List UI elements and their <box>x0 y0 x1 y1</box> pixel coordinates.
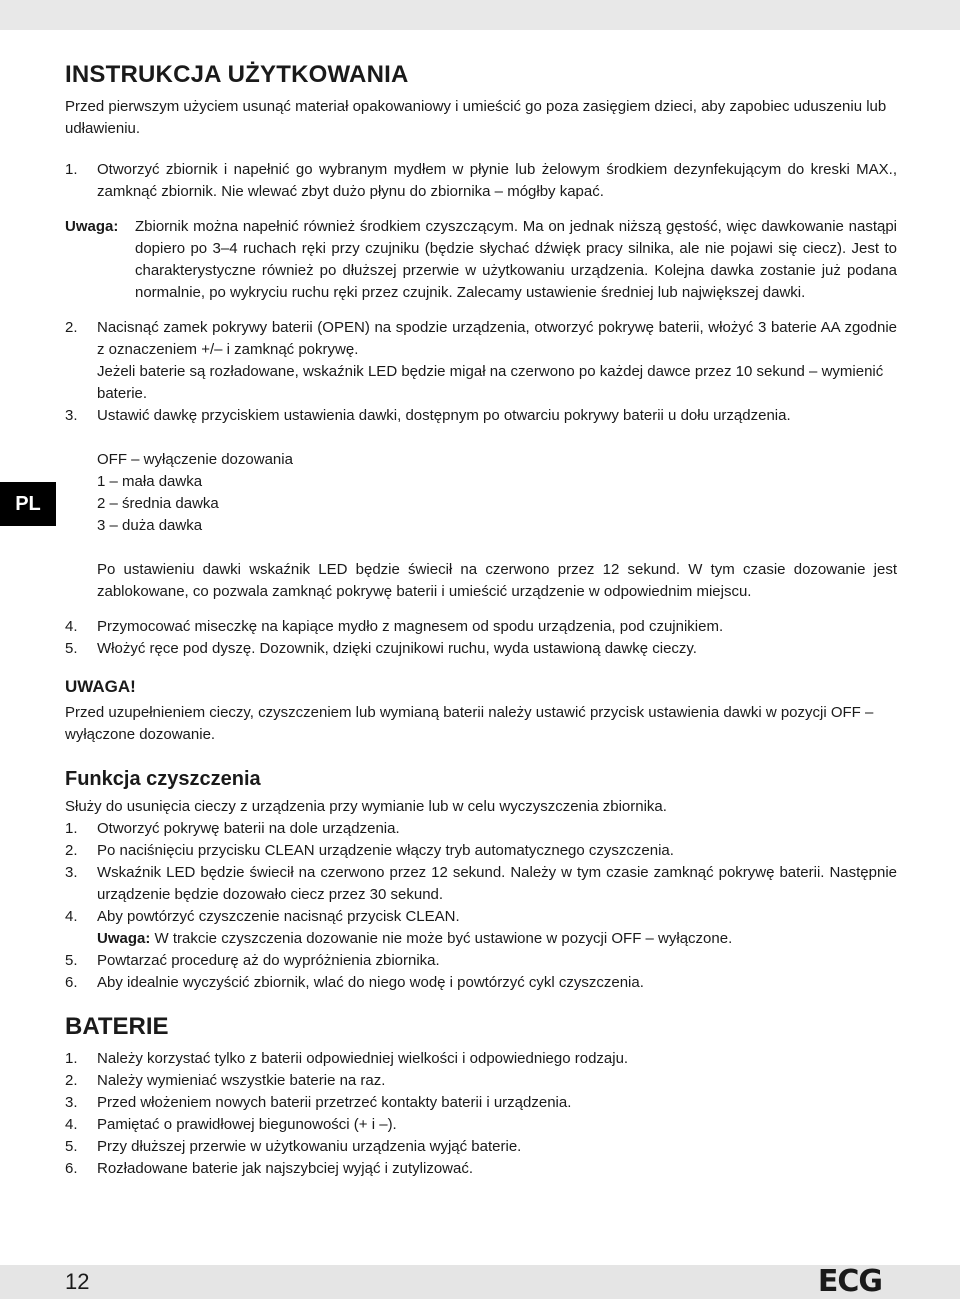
cleaning-intro: Służy do usunięcia cieczy z urządzenia przy wymianie lub w celu wyczyszczenia zbiornika. <box>65 798 667 815</box>
warning-text: Przed uzupełnieniem cieczy, czyszczeniem lub wymianą baterii należy ustawić przycisk ustawienia dawki w pozycji OFF – wyłączone dozowanie. <box>65 704 874 743</box>
after-dose-text: Po ustawieniu dawki wskaźnik LED będzie świecił na czerwono przez 12 sekund. W tym czasie dozowanie jest zablokowane, co pozwala zamknąć pokrywę baterii i umieścić urządzenie w odpowiednim miejscu. <box>97 561 897 600</box>
item-number: 5. <box>65 952 78 969</box>
manual-content <box>65 60 897 1180</box>
warning-title: UWAGA! <box>65 677 136 696</box>
step-number: 3. <box>65 407 78 424</box>
item-text: Należy wymieniać wszystkie baterie na raz. <box>97 1072 386 1089</box>
step-number: 2. <box>65 319 78 336</box>
battery-item-5 <box>65 1136 897 1158</box>
step-4 <box>65 616 897 638</box>
step-1 <box>65 159 897 203</box>
item-number: 5. <box>65 1138 78 1155</box>
batteries-section-title: BATERIE <box>65 1013 169 1040</box>
cleaning-item-1 <box>65 818 897 840</box>
item-text: Po naciśnięciu przycisku CLEAN urządzenie włączy tryb automatycznego czyszczenia. <box>97 842 674 859</box>
dose-level: 1 – mała dawka <box>97 473 203 490</box>
battery-item-6 <box>65 1158 897 1180</box>
item-text: Aby powtórzyć czyszczenie nacisnąć przycisk CLEAN. <box>97 908 460 925</box>
cleaning-item-5 <box>65 950 897 972</box>
cleaning-note <box>97 928 897 950</box>
cleaning-item-3 <box>65 862 897 906</box>
step-3 <box>65 405 897 427</box>
item-number: 1. <box>65 820 78 837</box>
cleaning-item-4 <box>65 906 897 928</box>
intro-text: Przed pierwszym użyciem usunąć materiał opakowaniowy i umieścić go poza zasięgiem dzieci, aby zapobiec uduszeniu lub udławieniu. <box>65 98 887 137</box>
battery-item-1 <box>65 1048 897 1070</box>
dose-level: 3 – duża dawka <box>97 517 203 534</box>
item-number: 2. <box>65 1072 78 1089</box>
step-text: Ustawić dawkę przyciskiem ustawienia dawki, dostępnym po otwarciu pokrywy baterii u dołu urządzenia. <box>97 407 791 424</box>
page-number: 12 <box>65 1269 90 1294</box>
item-number: 3. <box>65 1094 78 1111</box>
step-text: Włożyć ręce pod dyszę. Dozownik, dzięki czujnikowi ruchu, wyda ustawioną dawkę cieczy. <box>97 640 697 657</box>
step-number: 5. <box>65 640 78 657</box>
step-2 <box>65 317 897 361</box>
step-5 <box>65 638 897 660</box>
step-text: Nacisnąć zamek pokrywy baterii (OPEN) na spodzie urządzenia, otworzyć pokrywę baterii, włożyć 3 baterie AA zgodnie z oznaczeniem +/– i zamknąć pokrywę. <box>97 319 897 358</box>
item-number: 3. <box>65 864 78 881</box>
header-band <box>0 0 960 30</box>
battery-item-4 <box>65 1114 897 1136</box>
cleaning-note-text: W trakcie czyszczenia dozowanie nie może być ustawione w pozycji OFF – wyłączone. <box>154 930 733 947</box>
note-refill <box>65 216 897 304</box>
item-text: Wskaźnik LED będzie świecił na czerwono przez 12 sekund. Należy w tym czasie zamknąć pokrywę baterii. Następnie urządzenie będzie dozowało ciecz przez 30 sekund. <box>97 864 897 903</box>
note-label: Uwaga: <box>65 218 119 235</box>
language-tab: PL <box>0 482 56 526</box>
cleaning-note-label: Uwaga: <box>97 930 151 947</box>
brand-logo: ECG <box>817 1264 882 1299</box>
item-text: Powtarzać procedurę aż do wypróżnienia zbiornika. <box>97 952 440 969</box>
dose-level: OFF – wyłączenie dozowania <box>97 451 293 468</box>
footer-band <box>0 1265 960 1299</box>
item-number: 1. <box>65 1050 78 1067</box>
step-number: 4. <box>65 618 78 635</box>
item-text: Przy dłuższej przerwie w użytkowaniu urządzenia wyjąć baterie. <box>97 1138 522 1155</box>
dose-level: 2 – średnia dawka <box>97 495 219 512</box>
note-text: Zbiornik można napełnić również środkiem czyszczącym. Ma on jednak niższą gęstość, więc dawkowanie nastąpi dopiero po 3–4 ruchach ręki przy czujniku (będzie słychać dźwięk pracy silnika, ale nie pojawi się ciecz). Jest to charakterystyczne również po dłuższej przerwie w użytkowaniu urządzenia. Kolejna dawka zostanie już podana normalnie, po wykryciu ruchu ręki przez czujnik. Zalecamy ustawienie średniej lub największej dawki. <box>135 218 897 301</box>
cleaning-section-title: Funkcja czyszczenia <box>65 768 261 790</box>
cleaning-item-6 <box>65 972 897 994</box>
battery-item-3 <box>65 1092 897 1114</box>
item-text: Rozładowane baterie jak najszybciej wyjąć i zutylizować. <box>97 1160 474 1177</box>
cleaning-item-2 <box>65 840 897 862</box>
step-2-battery-note: Jeżeli baterie są rozładowane, wskaźnik LED będzie migał na czerwono po każdej dawce przez 10 sekund – wymienić baterie. <box>97 363 884 402</box>
dose-levels-list <box>97 449 897 537</box>
step-text: Otworzyć zbiornik i napełnić go wybranym mydłem w płynie lub żelowym środkiem dezynfekującym do kreski MAX., zamknąć zbiornik. Nie wlewać zbyt dużo płynu do zbiornika – mógłby kapać. <box>97 161 897 200</box>
item-text: Otworzyć pokrywę baterii na dole urządzenia. <box>97 820 400 837</box>
item-number: 4. <box>65 1116 78 1133</box>
item-number: 6. <box>65 1160 78 1177</box>
item-text: Pamiętać o prawidłowej biegunowości (+ i –). <box>97 1116 397 1133</box>
item-number: 2. <box>65 842 78 859</box>
step-text: Przymocować miseczkę na kapiące mydło z magnesem od spodu urządzenia, pod czujnikiem. <box>97 618 724 635</box>
item-text: Aby idealnie wyczyścić zbiornik, wlać do niego wodę i powtórzyć cykl czyszczenia. <box>97 974 644 991</box>
item-text: Przed włożeniem nowych baterii przetrzeć kontakty baterii i urządzenia. <box>97 1094 572 1111</box>
item-text: Należy korzystać tylko z baterii odpowiedniej wielkości i odpowiedniego rodzaju. <box>97 1050 629 1067</box>
item-number: 4. <box>65 908 78 925</box>
step-number: 1. <box>65 161 78 178</box>
page-title: INSTRUKCJA UŻYTKOWANIA <box>65 61 409 88</box>
item-number: 6. <box>65 974 78 991</box>
battery-item-2 <box>65 1070 897 1092</box>
